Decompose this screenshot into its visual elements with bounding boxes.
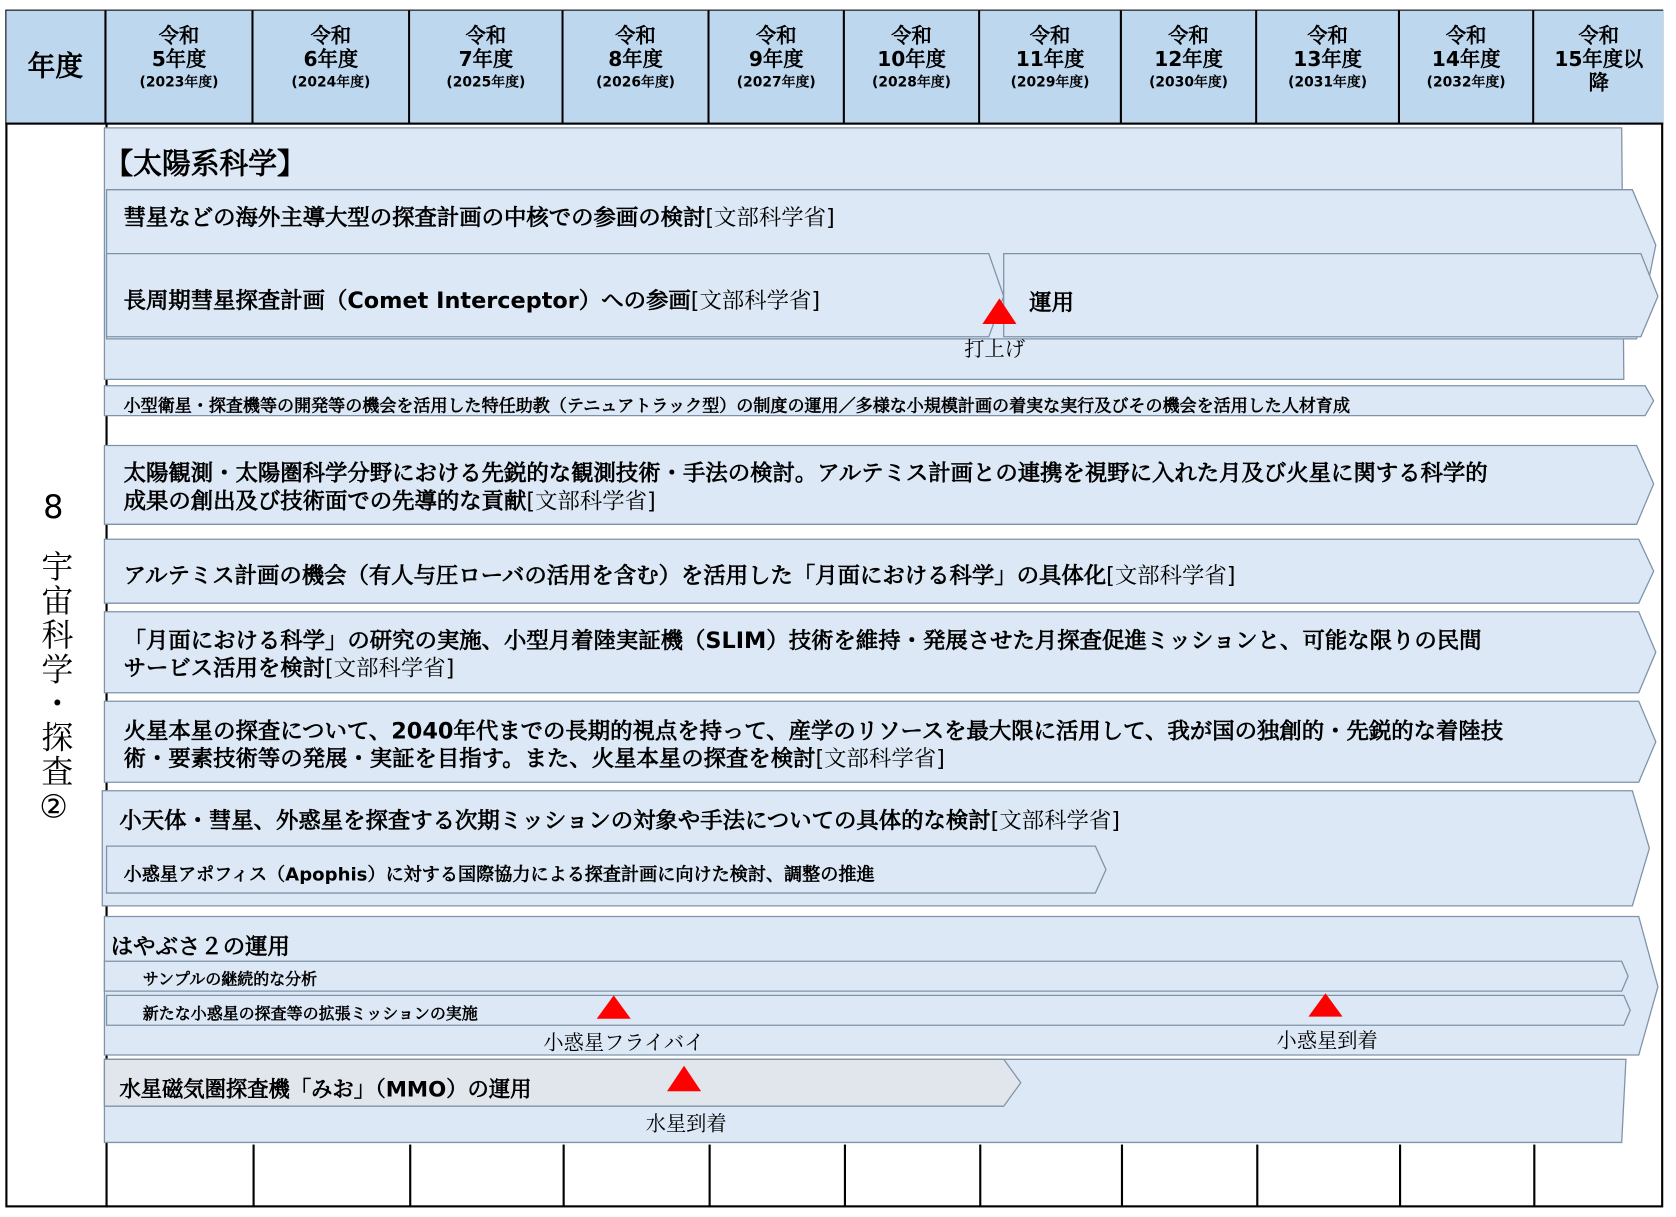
source-tag: [文部科学省]	[690, 287, 821, 314]
header-year-2029	[980, 11, 1122, 124]
small-bodies-label	[119, 804, 1120, 836]
grid-line	[1256, 1145, 1258, 1207]
category-number: 8	[43, 489, 64, 527]
small-bodies-text: 小天体・彗星、外惑星を探査する次期ミッションの対象や手法についての具体的な検討	[119, 807, 991, 834]
header-year: 13年度	[1293, 47, 1362, 72]
source-tag: [文部科学省]	[324, 655, 455, 681]
header-year: 10年度	[877, 47, 946, 72]
header-ad-year: (2032年度)	[1426, 74, 1506, 91]
comet-core-label	[124, 200, 835, 232]
comet-interceptor-label	[124, 283, 820, 315]
flyby-milestone	[597, 995, 631, 1018]
mercury-arrival-milestone	[667, 1066, 701, 1092]
operation-label: 運用	[1029, 289, 1075, 316]
header-year: 11年度	[1015, 47, 1085, 72]
header-year: 12年度	[1154, 47, 1223, 72]
mercury-arrival-label: 水星到着	[645, 1112, 727, 1137]
mars-exploration-label	[124, 717, 1504, 772]
header-year-2025	[410, 11, 563, 124]
header-year: 5年度	[151, 47, 207, 72]
apophis-label: 小惑星アポフィス（Apophis）に対する国際協力による探査計画に向けた検討、調整の推進	[123, 864, 875, 886]
header-ad-year: (2030年度)	[1149, 74, 1229, 91]
grid-line	[409, 1145, 411, 1207]
launch-milestone	[982, 298, 1016, 324]
grid-line	[1121, 1145, 1123, 1207]
header-era: 令和	[1307, 24, 1348, 48]
lunar-science-line1: 「月面における科学」の研究の実施、小型月着陸実証機（SLIM）技術を維持・発展させた月探査促進ミッションと、可能な限りの民間	[123, 627, 1482, 654]
source-tag: [文部科学省]	[815, 745, 945, 772]
solar-observation-text: 成果の創出及び技術面での先導的な貢献	[123, 488, 527, 514]
grid-line	[253, 1145, 255, 1207]
header-ad-year: (2025年度)	[446, 74, 526, 91]
header-year-2031	[1257, 11, 1400, 124]
header-ad-year: (2026年度)	[596, 74, 676, 91]
section-title: 【太陽系科学】	[104, 148, 306, 182]
artemis-text: アルテミス計画の機会（有人与圧ローバの活用を含む）を活用した「月面における科学」の具体化	[123, 562, 1107, 589]
comet-interceptor-text: 長周期彗星探査計画（Comet Interceptor）への参画	[123, 287, 691, 314]
header-year: 14年度	[1431, 47, 1501, 72]
arrival-label: 小惑星到着	[1276, 1029, 1378, 1053]
mars-exploration-text: 術・要素技術等の発展・実証を目指す。また、火星本星の探査を検討	[123, 745, 816, 772]
header-era: 令和	[310, 24, 352, 48]
header-era: 令和	[465, 24, 507, 48]
extended-mission-label: 新たな小惑星の探査等の拡張ミッションの実施	[142, 1003, 478, 1024]
grid-line	[844, 1145, 846, 1207]
grid-line	[563, 1145, 565, 1207]
flyby-label: 小惑星フライバイ	[543, 1031, 705, 1056]
header-ad-year: (2028年度)	[872, 74, 951, 91]
header-ad-year: 降	[1588, 71, 1609, 95]
header-year-2026	[564, 11, 710, 124]
source-tag: [文部科学省]	[1106, 562, 1236, 589]
header-year-2027	[710, 11, 845, 124]
header-era: 令和	[755, 24, 797, 48]
header-era: 令和	[1578, 24, 1620, 48]
header-nendo: 年度	[6, 11, 106, 124]
header-year-2033-later	[1534, 11, 1663, 124]
grid-line	[1399, 1145, 1401, 1207]
header-year: 9年度	[748, 47, 804, 72]
source-tag: [文部科学省]	[705, 204, 835, 231]
header-ad-year: (2024年度)	[291, 74, 371, 91]
header-era: 令和	[1445, 24, 1487, 48]
header-year-2024	[254, 11, 411, 124]
header-year-2030	[1122, 11, 1257, 124]
header-era: 令和	[615, 24, 656, 48]
source-tag: [文部科学省]	[526, 488, 656, 514]
grid-line	[979, 1145, 981, 1207]
header-era: 令和	[1168, 24, 1209, 48]
header-ad-year: (2027年度)	[736, 74, 816, 91]
header-year: 8年度	[608, 47, 663, 72]
category-title: 宇宙科学・探査②	[34, 549, 73, 828]
header-year: 6年度	[303, 47, 359, 72]
header-era: 令和	[891, 24, 932, 48]
header-ad-year: (2029年度)	[1010, 74, 1090, 91]
solar-observation-line1: 太陽観測・太陽圏科学分野における先鋭的な観測技術・手法の検討。アルテミス計画との連携を視野に入れた月及び火星に関する科学的	[123, 460, 1488, 486]
grid-line	[1533, 1145, 1535, 1207]
category-label	[26, 490, 81, 827]
lunar-science-text: サービス活用を検討	[123, 655, 325, 681]
header-year-2032	[1400, 11, 1534, 124]
mars-exploration-line1: 火星本星の探査について、2040年代までの長期的視点を持って、産学のリソースを最大限に活用して、我が国の独創的・先鋭的な着陸技	[123, 718, 1504, 744]
source-tag: [文部科学省]	[990, 807, 1120, 834]
launch-label: 打上げ	[964, 337, 1026, 362]
grid-line	[709, 1145, 711, 1207]
tenure-track-label: 小型衛星・探査機等の開発等の機会を活用した特任助教（テニュアトラック型）の制度の運用／多様な小規模計画の着実な実行及びその機会を活用した人材育成	[123, 395, 1351, 416]
solar-observation-label	[124, 459, 1488, 514]
arrival-milestone	[1308, 993, 1342, 1016]
header-divider	[5, 123, 1663, 125]
header-year-2023	[107, 11, 254, 124]
mio-label: 水星磁気圏探査機「みお」（MMO）の運用	[119, 1076, 532, 1102]
comet-core-text: 彗星などの海外主導大型の探査計画の中核での参画の検討	[123, 204, 706, 231]
header-year-2028	[845, 11, 980, 124]
header-year: 7年度	[458, 47, 514, 72]
sample-analysis-label: サンプルの継続的な分析	[142, 969, 318, 989]
lunar-science-label	[124, 627, 1482, 682]
solar-observation-line2	[124, 487, 1488, 515]
header-era: 令和	[158, 24, 200, 48]
hayabusa2-label: はやぶさ２の運用	[110, 933, 290, 960]
artemis-label	[124, 558, 1236, 590]
header-ad-year: (2023年度)	[139, 74, 219, 91]
header-ad-year: (2031年度)	[1288, 74, 1368, 91]
lunar-science-line2	[124, 654, 1482, 682]
mars-exploration-line2	[124, 745, 1504, 773]
header-era: 令和	[1029, 24, 1071, 48]
header-year: 15年度以	[1554, 47, 1644, 72]
